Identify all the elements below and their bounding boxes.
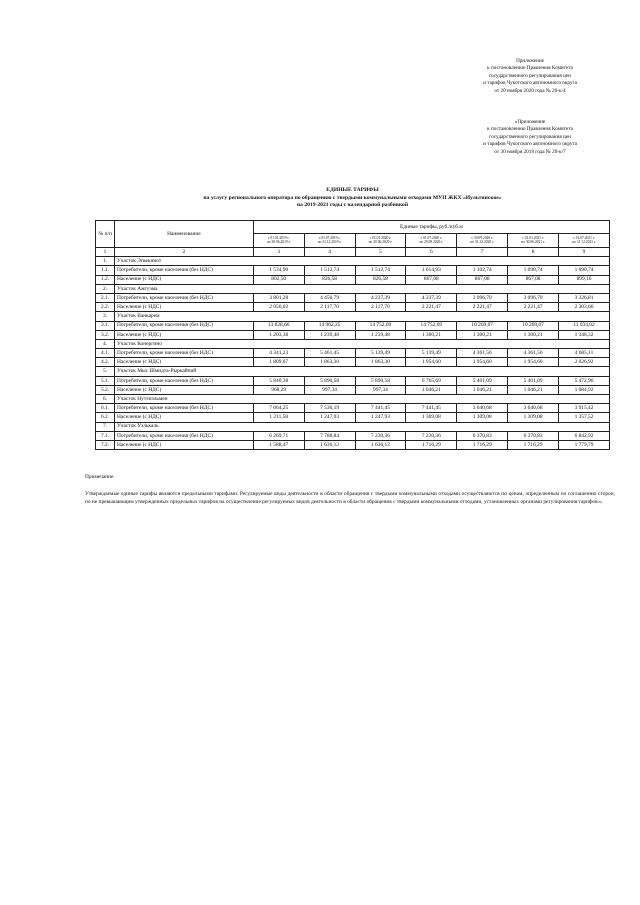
section-number: 2. [96,284,115,293]
section-row [96,395,610,404]
table-row [96,330,610,339]
title-line: ЕДИНЫЕ ТАРИФЫ [326,187,379,193]
table-body [96,257,610,450]
tariff-value: 867,08 [508,275,559,284]
subtitle-period: на 2019-2021 годы с календарной разбивкой [296,202,409,209]
section-number: 4. [96,339,115,348]
section-row [96,367,610,376]
row-number: 1.1. [96,266,115,275]
tariff-value: 1 636,12 [355,440,406,449]
header-period [355,233,406,247]
tariff-value: 2 117,70 [304,303,355,312]
tariff-value: 3 096,70 [457,293,508,302]
tariff-value: 1 203,38 [253,330,304,339]
appendix-original-header [440,119,620,156]
tariff-value: 5 461,45 [304,349,355,358]
tariff-value: 1 588,47 [253,440,304,449]
section-name: Участок Эгвекинот [114,257,609,266]
row-number: 3.2. [96,330,115,339]
row-name: Население (с НДС) [114,440,253,449]
tariff-value: 6 370,83 [508,431,559,440]
tariff-value: 14 752,69 [406,321,457,330]
appendix-line: от 30 ноября 2018 года № 20-к/7 [494,148,566,155]
period-line: по 30.06.2020 г. [368,240,393,245]
table-row [96,431,610,440]
tariff-value: 2 221,47 [508,303,559,312]
tariff-value: 14 752,69 [355,321,406,330]
table-row [96,413,610,422]
tariff-value: 1 348,32 [559,330,610,339]
tariff-value: 1 716,29 [508,440,559,449]
tariffs-table [95,220,610,450]
tariff-value: 997,34 [355,385,406,394]
tariff-value: 13 828,66 [253,321,304,330]
row-name: Потребители, кроме населения (без НДС) [114,431,253,440]
header-period [406,233,457,247]
row-number: 4.1. [96,349,115,358]
table-row [96,293,610,302]
tariff-value: 7 536,19 [304,404,355,413]
row-number: 7.1. [96,431,115,440]
tariff-value: 1 534,90 [253,266,304,275]
tariff-value: 1 211,58 [253,413,304,422]
tariff-value: 997,34 [304,385,355,394]
section-name: Участок Ванкарем [114,312,609,321]
appendix-line: к постановлению Правления Комитета [487,65,573,72]
tariff-value: 5 139,49 [355,349,406,358]
appendix-line: к постановлению Правления Комитета [487,126,573,133]
table-row [96,266,610,275]
tariff-value: 1 954,60 [406,358,457,367]
row-number: 2.1. [96,293,115,302]
tariff-value: 6 370,83 [457,431,508,440]
row-name: Население (с НДС) [114,413,253,422]
tariff-value: 1 046,21 [406,385,457,394]
table-row [96,321,610,330]
tariff-value: 3 096,70 [508,293,559,302]
section-number: 7. [96,422,115,431]
tariff-value: 867,08 [406,275,457,284]
tariff-value: 5 401,09 [508,376,559,385]
tariff-value: 1 809,07 [253,358,304,367]
tariff-value: 1 309,08 [508,413,559,422]
tariff-value: 4 450,79 [304,293,355,302]
period-line: с 30.09.2020 г. [471,235,493,240]
header-period [508,233,559,247]
period-line: по 31.12.2019 г. [317,240,342,245]
tariff-value: 1 300,21 [508,330,559,339]
tariff-value: 5 890,58 [355,376,406,385]
tariff-value: 3 640,68 [508,404,559,413]
header-name: Наименование [114,221,253,248]
section-row [96,284,610,293]
tariff-value: 4 341,23 [253,349,304,358]
tariff-value: 1 716,29 [457,440,508,449]
table-row [96,358,610,367]
tariff-value: 1 636,12 [304,440,355,449]
header-period [304,233,355,247]
notes-text: Утверждаемые единые тарифы являются предельными тарифами. Регулируемые виды деятельности в области обращения с твердыми коммунальными отходами осуществляются по ценам, определенным по соглашению сторон, но не превышающим утвержденных предельных тарифов на осуществление регулируемых видов деятельности в области обращения с твердыми коммунальными отходами, установленных органами регулирования тарифов.». [85,490,615,505]
notes-heading: Примечание. [85,474,115,480]
section-number: 1. [96,257,115,266]
column-number: 8 [508,248,559,257]
tariff-value: 826,58 [304,275,355,284]
tariff-value: 1 863,30 [304,358,355,367]
tariff-value: 1 247,93 [355,413,406,422]
tariff-value: 7 230,36 [355,431,406,440]
row-name: Население (с НДС) [114,385,253,394]
section-number: 6. [96,395,115,404]
tariff-value: 899,16 [559,275,610,284]
row-number: 2.2. [96,303,115,312]
subtitle-line: на услугу регионального оператора по обращению с твердыми коммунальными отходами МУП ЖКХ «Иультинское» [203,194,502,201]
tariff-value: 1 309,08 [457,413,508,422]
tariff-value: 4 237,39 [355,293,406,302]
column-number: 4 [304,248,355,257]
appendix-line: Приложение [516,58,544,64]
tariff-value: 7 788,84 [304,431,355,440]
appendix-line: государственного регулирования цен [489,133,571,140]
tariff-value: 1 239,48 [304,330,355,339]
tariff-value: 7 064,25 [253,404,304,413]
tariff-value: 7 230,36 [406,431,457,440]
tariff-value: 10 269,07 [508,321,559,330]
row-number: 3.1. [96,321,115,330]
section-name: Участок Амгуэма [114,284,609,293]
tariff-value: 6 269,71 [253,431,304,440]
tariff-value: 4 361,56 [457,349,508,358]
table-row [96,303,610,312]
appendix-line: и тарифов Чукотского автономного округа [483,141,577,148]
row-name: Население (с НДС) [114,303,253,312]
document-title [95,187,610,210]
table-row [96,404,610,413]
tariff-value: 1 247,93 [304,413,355,422]
notes [85,474,615,515]
period-line: по 31.12.2021 г. [572,240,596,245]
tariff-value: 1 300,21 [457,330,508,339]
tariff-value: 2 056,02 [253,303,304,312]
period-line: по 30.06.2021 г. [521,240,545,245]
row-name: Потребители, кроме населения (без НДС) [114,349,253,358]
row-number: 7.2. [96,440,115,449]
tariff-value: 3 801,28 [253,293,304,302]
tariff-value: 1 309,08 [406,413,457,422]
header-period [457,233,508,247]
row-number: 6.1. [96,404,115,413]
tariff-value: 5 139,49 [406,349,457,358]
column-number: 2 [114,248,253,257]
row-number: 6.2. [96,413,115,422]
section-name: Участок Конергино [114,339,609,348]
section-name: Участок Нутэпэльмен [114,395,609,404]
tariff-value: 1 102,74 [457,266,508,275]
table-row [96,275,610,284]
row-number: 5.2. [96,385,115,394]
tariff-value: 5 472,96 [559,376,610,385]
column-numbers-row [96,248,610,257]
appendix-line: государственного регулирования цен [489,72,571,79]
tariff-value: 1 512,74 [355,266,406,275]
header-unit: Единые тарифы, руб./куб.м [253,221,609,234]
period-line: с 01.07.2020 г. [420,235,443,240]
tariff-value: 2 221,47 [457,303,508,312]
section-number: 5. [96,367,115,376]
tariff-value: 6 765,69 [406,376,457,385]
period-line: с 01.01.2020 г. [369,235,392,240]
tariff-value: 826,58 [355,275,406,284]
table-row [96,376,610,385]
section-name: Участок Мыс Шмидта-Рыркайпий [114,367,609,376]
row-name: Потребители, кроме населения (без НДС) [114,321,253,330]
period-line: с 01.01.2021 г. [522,235,544,240]
tariff-value: 1 954,60 [508,358,559,367]
tariff-value: 4 685,11 [559,349,610,358]
column-number: 5 [355,248,406,257]
tariff-value: 1 046,21 [508,385,559,394]
section-number: 3. [96,312,115,321]
tariff-value: 1 239,48 [355,330,406,339]
header-period [559,233,610,247]
tariff-value: 1 512,74 [304,266,355,275]
tariff-value: 2 026,92 [559,358,610,367]
tariff-value: 3 326,81 [559,293,610,302]
tariff-value: 1 954,60 [457,358,508,367]
tariff-value: 11 034,02 [559,321,610,330]
section-name: Участок Уэлькаль [114,422,609,431]
header-period [253,233,304,247]
tariff-value: 5 890,58 [304,376,355,385]
tariff-value: 3 915,42 [559,404,610,413]
row-name: Население (с НДС) [114,358,253,367]
tariff-value: 968,29 [253,385,304,394]
tariff-value: 2 221,47 [406,303,457,312]
column-number: 6 [406,248,457,257]
tariff-value: 7 441,45 [355,404,406,413]
row-name: Население (с НДС) [114,330,253,339]
tariff-value: 5 840,38 [253,376,304,385]
tariff-value: 4 361,56 [508,349,559,358]
row-number: 1.2. [96,275,115,284]
appendix-header [440,58,620,95]
table-row [96,349,610,358]
tariff-value: 1 046,21 [457,385,508,394]
tariff-value: 1 300,21 [406,330,457,339]
period-line: по 30.06.2019 г. [266,240,291,245]
tariff-value: 6 842,92 [559,431,610,440]
tariff-value: 4 237,39 [406,293,457,302]
tariff-value: 7 441,45 [406,404,457,413]
tariff-value: 2 117,70 [355,303,406,312]
appendix-line: от 20 ноября 2020 года № 20-к/4 [494,87,566,94]
row-name: Потребители, кроме населения (без НДС) [114,404,253,413]
period-line: по 31.12.2020 г. [470,240,495,245]
row-name: Население (с НДС) [114,275,253,284]
header-number: № п/п [96,221,115,248]
tariff-value: 1 614,93 [406,266,457,275]
tariff-value: 1 357,52 [559,413,610,422]
tariff-value: 3 640,68 [457,404,508,413]
column-number: 3 [253,248,304,257]
tariff-value: 1 863,30 [355,358,406,367]
period-line: по 29.09.2020 г. [419,240,444,245]
tariff-value: 1 090,74 [508,266,559,275]
table-row [96,440,610,449]
tariff-value: 867,08 [457,275,508,284]
tariff-value: 1 084,92 [559,385,610,394]
tariff-value: 5 401,09 [457,376,508,385]
appendix-line: и тарифов Чукотского автономного округа [483,80,577,87]
section-row [96,257,610,266]
period-line: с 01.07.2021 г. [573,235,595,240]
row-number: 4.2. [96,358,115,367]
tariff-value: 1 090,74 [559,266,610,275]
column-number: 7 [457,248,508,257]
section-row [96,422,610,431]
appendix-line: «Приложение [514,119,546,125]
column-number: 9 [559,248,610,257]
section-row [96,339,610,348]
tariff-value: 14 962,25 [304,321,355,330]
section-row [96,312,610,321]
row-name: Потребители, кроме населения (без НДС) [114,376,253,385]
row-name: Потребители, кроме населения (без НДС) [114,266,253,275]
tariff-value: 1 716,29 [406,440,457,449]
period-line: с 01.01.2019 г. [267,235,290,240]
column-number: 1 [96,248,115,257]
tariff-value: 1 779,79 [559,440,610,449]
table-row [96,385,610,394]
period-line: с 01.07.2019 г. [318,235,341,240]
tariff-value: 802,50 [253,275,304,284]
row-name: Потребители, кроме населения (без НДС) [114,293,253,302]
tariff-value: 2 303,66 [559,303,610,312]
tariff-value: 10 269,07 [457,321,508,330]
row-number: 5.1. [96,376,115,385]
